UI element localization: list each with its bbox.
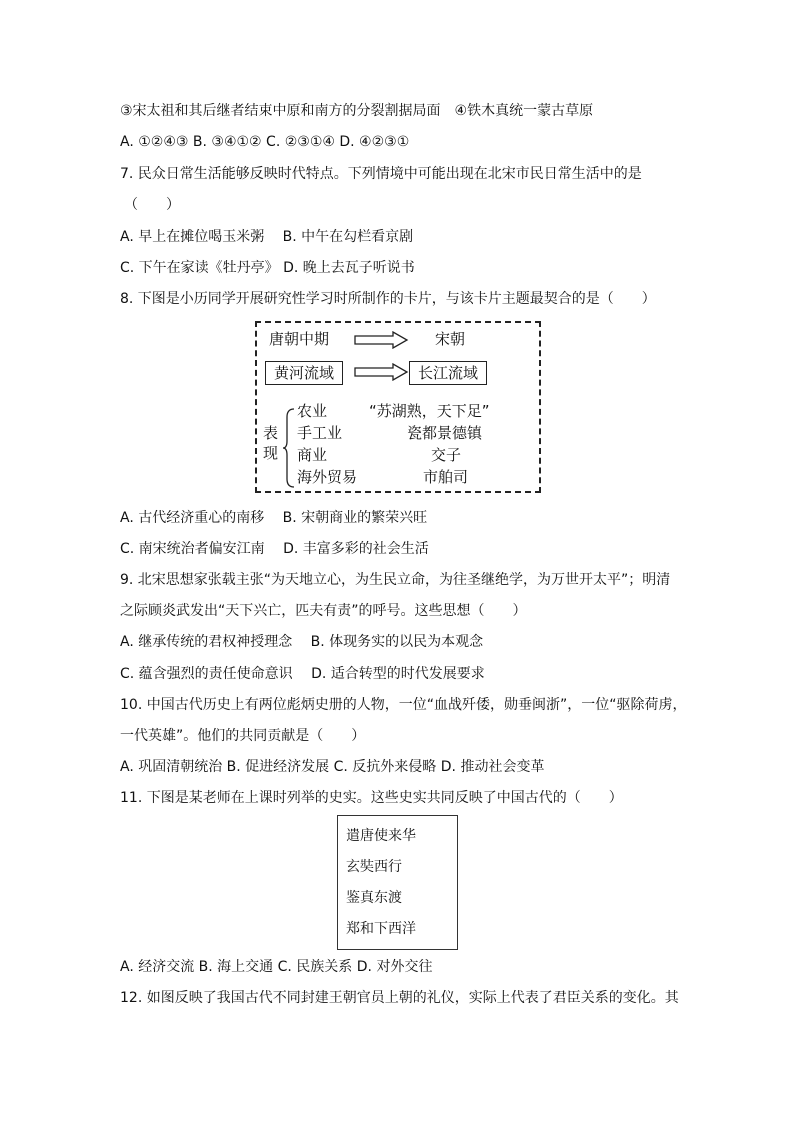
question-10: 10. 中国古代历史上有两位彪炳史册的人物，一位“血战歼倭，勋垂闽浙”，一位“驱除荷虏， xyxy=(120,697,687,713)
question-8-options-cd: C. 南宋统治者偏安江南 D. 丰富多彩的社会生活 xyxy=(120,541,429,557)
question-11-options: A. 经济交流 B. 海上交通 C. 民族关系 D. 对外交往 xyxy=(120,959,433,975)
question-9-options-ab: A. 继承传统的君权神授理念 B. 体现务实的以民为本观念 xyxy=(120,634,484,650)
line-1: ③宋太祖和其后继者结束中原和南方的分裂割据局面 ④铁木真统一蒙古草原 xyxy=(120,103,594,119)
question-11: 11. 下图是某老师在上课时列举的史实。这些史实共同反映了中国古代的（ ） xyxy=(120,790,623,806)
card-to-2: 长江流域 xyxy=(409,361,487,385)
question-12: 12. 如图反映了我国古代不同封建王朝官员上朝的礼仪，实际上代表了君臣关系的变化。其 xyxy=(120,990,679,1006)
facts-box xyxy=(337,815,458,950)
card-row-item: 商业 xyxy=(297,446,328,464)
arrow-right-icon xyxy=(353,363,409,381)
question-10-options: A. 巩固清朝统治 B. 促进经济发展 C. 反抗外来侵略 D. 推动社会变革 xyxy=(120,759,545,775)
card-row-item: 海外贸易 xyxy=(297,468,358,486)
research-card xyxy=(255,321,541,493)
card-to-1: 宋朝 xyxy=(435,330,466,348)
card-side-label-1: 表 xyxy=(263,424,279,442)
arrow-right-icon xyxy=(353,331,409,349)
card-row-item: 农业 xyxy=(297,402,328,420)
list-item: 鉴真东渡 xyxy=(346,890,402,906)
question-10-cont: 一代英雄”。他们的共同贡献是（ ） xyxy=(120,728,366,744)
card-from-1: 唐朝中期 xyxy=(269,330,330,348)
question-7-paren: （ ） xyxy=(124,197,180,213)
list-item: 玄奘西行 xyxy=(346,859,402,875)
card-row-value: 交子 xyxy=(431,446,462,464)
card-row-value: “苏湖熟，天下足” xyxy=(369,402,490,420)
question-7-options-cd: C. 下午在家读《牡丹亭》 D. 晚上去瓦子听说书 xyxy=(120,260,415,276)
question-7: 7. 民众日常生活能够反映时代特点。下列情境中可能出现在北宋市民日常生活中的是 xyxy=(120,166,642,182)
question-8: 8. 下图是小历同学开展研究性学习时所制作的卡片，与该卡片主题最契合的是（ ） xyxy=(120,291,656,307)
list-item: 郑和下西洋 xyxy=(346,921,416,937)
question-8-options-ab: A. 古代经济重心的南移 B. 宋朝商业的繁荣兴旺 xyxy=(120,510,428,526)
question-9: 9. 北宋思想家张载主张“为天地立心，为生民立命，为往圣继绝学，为万世开太平”；明清 xyxy=(120,572,671,588)
brace-icon xyxy=(283,407,295,489)
list-item: 遣唐使来华 xyxy=(346,828,416,844)
question-7-options-ab: A. 早上在摊位喝玉米粥 B. 中午在勾栏看京剧 xyxy=(120,229,414,245)
card-side-label-2: 现 xyxy=(263,444,279,462)
card-row-item: 手工业 xyxy=(297,424,343,442)
card-from-2: 黄河流域 xyxy=(265,361,343,385)
question-9-cont: 之际顾炎武发出“天下兴亡，匹夫有责”的呼号。这些思想（ ） xyxy=(120,603,527,619)
line-2-options: A. ①②④③ B. ③④①② C. ②③①④ D. ④②③① xyxy=(120,134,410,150)
question-9-options-cd: C. 蕴含强烈的责任使命意识 D. 适合转型的时代发展要求 xyxy=(120,666,485,682)
card-row-value: 瓷都景德镇 xyxy=(407,424,483,442)
card-row-value: 市舶司 xyxy=(423,468,469,486)
